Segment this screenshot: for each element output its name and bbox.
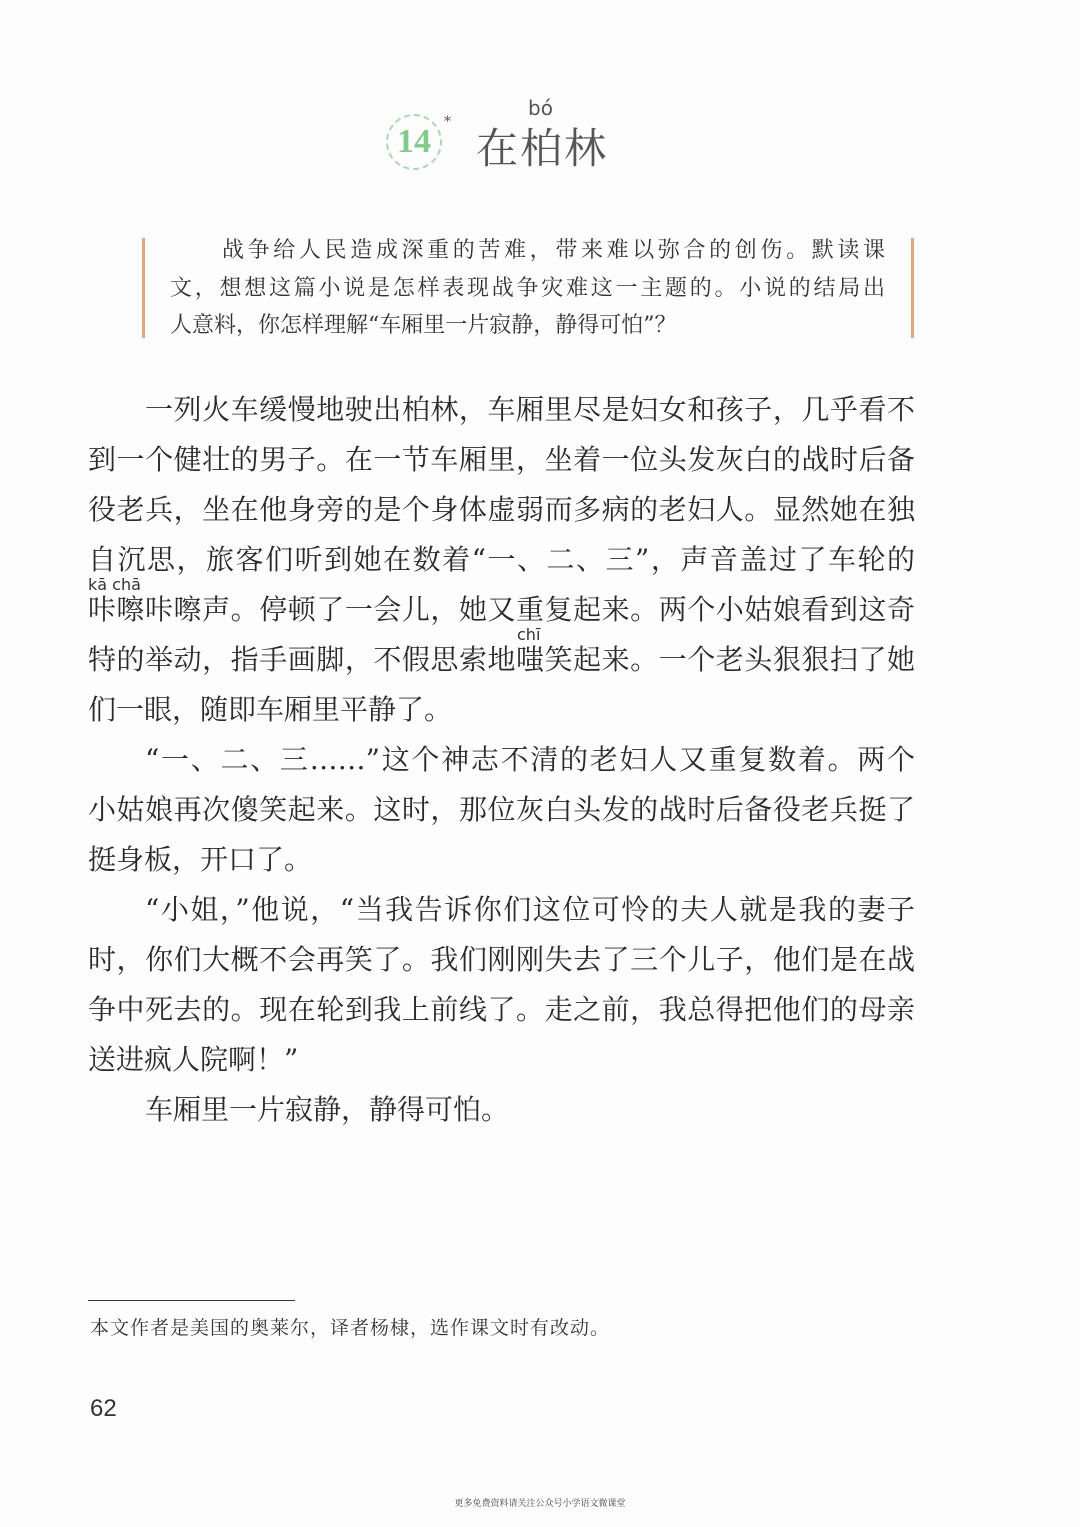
footnote: 本文作者是美国的奥莱尔，译者杨棣，选作课文时有改动。 (90, 1317, 611, 1339)
footnote-divider (88, 1300, 295, 1301)
body-line: 咔嚓咔嚓声。停顿了一会儿，她又重复起来。两个小姑娘看到这奇 (88, 593, 915, 626)
title-pinyin: bó (528, 96, 553, 120)
body-line: 争中死去的。现在轮到我上前线了。走之前，我总得把他们的母亲 (88, 993, 915, 1026)
lesson-title: 在柏林 (476, 124, 609, 173)
body-line: 车厢里一片寂静，静得可怕。 (145, 1093, 510, 1126)
body-line: 自沉思，旅客们听到她在数着“一、二、三”，声音盖过了车轮的 (88, 543, 915, 576)
intro-line: 人意料，你怎样理解“车厢里一片寂静，静得可怕”？ (170, 313, 677, 338)
lesson-number-badge: 14 (386, 114, 442, 170)
body-line: 役老兵，坐在他身旁的是个身体虚弱而多病的老妇人。显然她在独 (88, 493, 915, 526)
intro-line: 战争给人民造成深重的苦难，带来难以弥合的创伤。默读课 (222, 238, 885, 263)
body-line: 一列火车缓慢地驶出柏林，车厢里尽是妇女和孩子，几乎看不 (145, 393, 915, 426)
intro-line: 文，想想这篇小说是怎样表现战争灾难这一主题的。小说的结局出 (170, 276, 885, 301)
body-line: 到一个健壮的男子。在一节车厢里，坐着一位头发灰白的战时后备 (88, 443, 915, 476)
intro-left-bar (142, 238, 145, 338)
intro-right-bar (911, 238, 914, 338)
body-line: 挺身板，开口了。 (88, 843, 313, 876)
body-line: 小姑娘再次傻笑起来。这时，那位灰白头发的战时后备役老兵挺了 (88, 793, 915, 826)
self-study-star: * (444, 114, 451, 130)
body-line: 送进疯人院啊！” (88, 1043, 299, 1076)
body-line: “小姐，”他说，“当我告诉你们这位可怜的夫人就是我的妻子 (145, 893, 915, 926)
body-line: 时，你们大概不会再笑了。我们刚刚失去了三个儿子，他们是在战 (88, 943, 915, 976)
pinyin-chi: chī (517, 625, 541, 644)
body-line: 们一眼，随即车厢里平静了。 (88, 693, 453, 726)
body-line: 特的举动，指手画脚，不假思索地嗤笑起来。一个老头狠狠扫了她 (88, 643, 915, 676)
page-number: 62 (90, 1395, 117, 1422)
pinyin-kacha: kā chā (88, 575, 141, 594)
watermark: 更多免费资料请关注公众号小学语文微课堂 (454, 1499, 626, 1509)
body-line: “一、二、三……”这个神志不清的老妇人又重复数着。两个 (145, 743, 915, 776)
